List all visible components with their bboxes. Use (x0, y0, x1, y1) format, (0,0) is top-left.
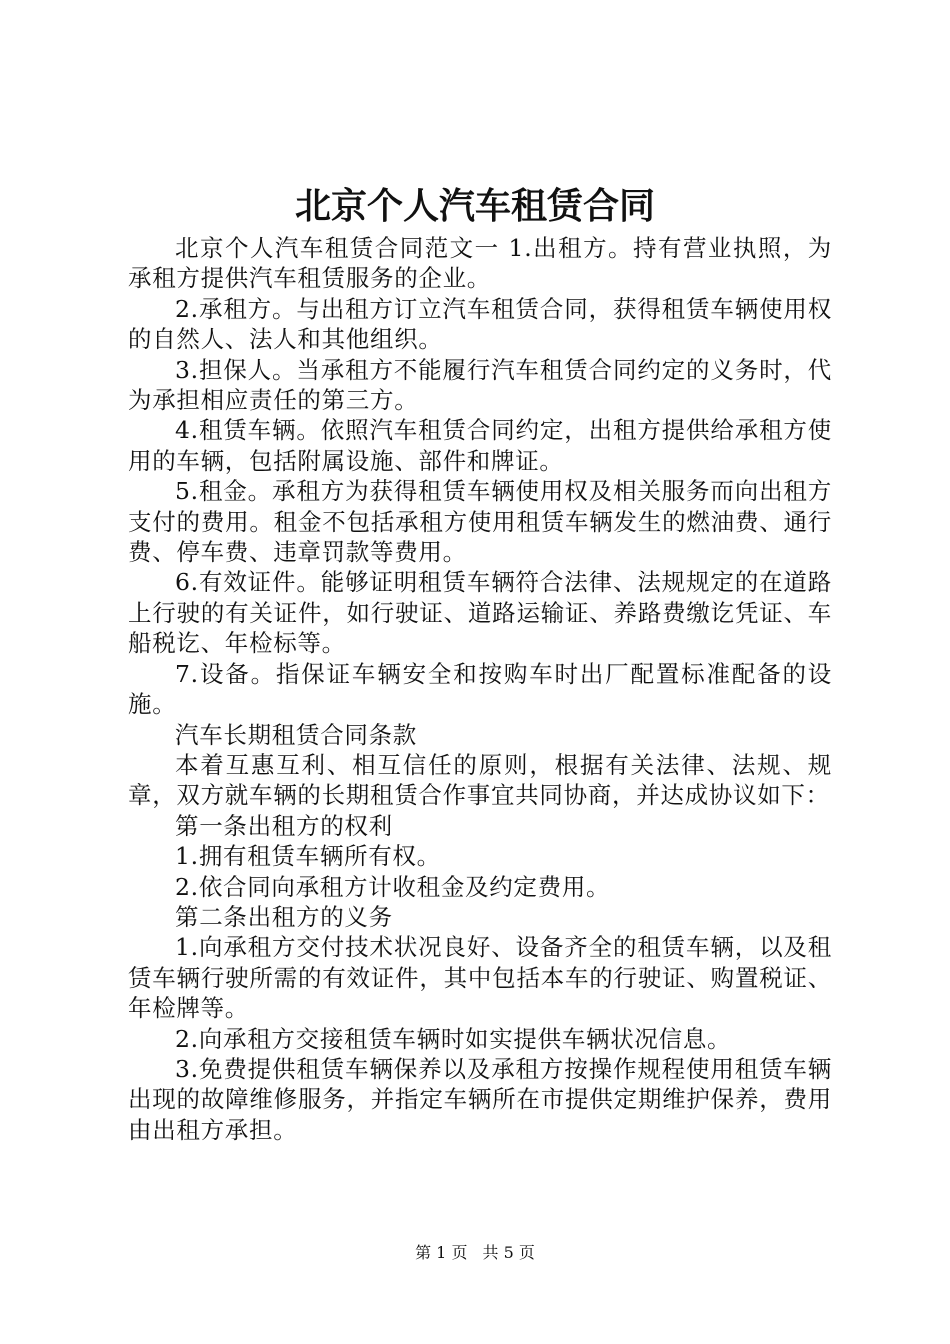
paragraph-1: 北京个人汽车租赁合同范文一 1.出租方。持有营业执照，为承租方提供汽车租赁服务的企业。 (128, 234, 832, 293)
paragraph-7: 7.设备。指保证车辆安全和按购车时出厂配置标准配备的设施。 (128, 659, 832, 719)
article-1-item-1: 1.拥有租赁车辆所有权。 (175, 842, 441, 871)
paragraph-4: 4.租赁车辆。依照汽车租赁合同约定，出租方提供给承租方使用的车辆，包括附属设施、部件和牌证。 (128, 416, 832, 475)
document-title: 北京个人汽车租赁合同 (294, 186, 655, 227)
article-heading-2: 第二条出租方的义务 (175, 902, 393, 931)
section-heading-long-term-lease: 汽车长期租赁合同条款 (175, 720, 417, 749)
page-total: 共 5 页 (482, 1243, 535, 1262)
paragraph-5: 5.租金。承租方为获得租赁车辆使用权及相关服务而向出租方支付的费用。租金不包括承租方使用租赁车辆发生的燃油费、通行费、停车费、违章罚款等费用。 (128, 477, 832, 567)
paragraph-6: 6.有效证件。能够证明租赁车辆符合法律、法规规定的在道路上行驶的有关证件，如行驶证、道路运输证、养路费缴讫凭证、车船税讫、年检标等。 (128, 568, 832, 658)
paragraph-3: 3.担保人。当承租方不能履行汽车租赁合同约定的义务时，代为承担相应责任的第三方。 (128, 355, 832, 415)
article-2-item-2: 2.向承租方交接租赁车辆时如实提供车辆状况信息。 (175, 1024, 732, 1053)
article-2-item-3: 3.免费提供租赁车辆保养以及承租方按操作规程使用租赁车辆出现的故障维修服务，并指定车辆所在市提供定期维护保养，费用由出租方承担。 (128, 1054, 832, 1144)
article-1-item-2: 2.依合同向承租方计收租金及约定费用。 (175, 872, 611, 901)
paragraph-preamble: 本着互惠互利、相互信任的原则，根据有关法律、法规、规章，双方就车辆的长期租赁合作事宜共同协商，并达成协议如下： (128, 750, 832, 810)
article-2-item-1: 1.向承租方交付技术状况良好、设备齐全的租赁车辆，以及租赁车辆行驶所需的有效证件，其中包括本车的行驶证、购置税证、年检牌等。 (128, 933, 832, 1023)
paragraph-2: 2.承租方。与出租方订立汽车租赁合同，获得租赁车辆使用权的自然人、法人和其他组织。 (128, 294, 832, 354)
document-body (128, 233, 832, 1145)
page-number: 第 1 页 (415, 1243, 468, 1262)
article-heading-1: 第一条出租方的权利 (175, 811, 393, 840)
page-footer (0, 1242, 950, 1264)
